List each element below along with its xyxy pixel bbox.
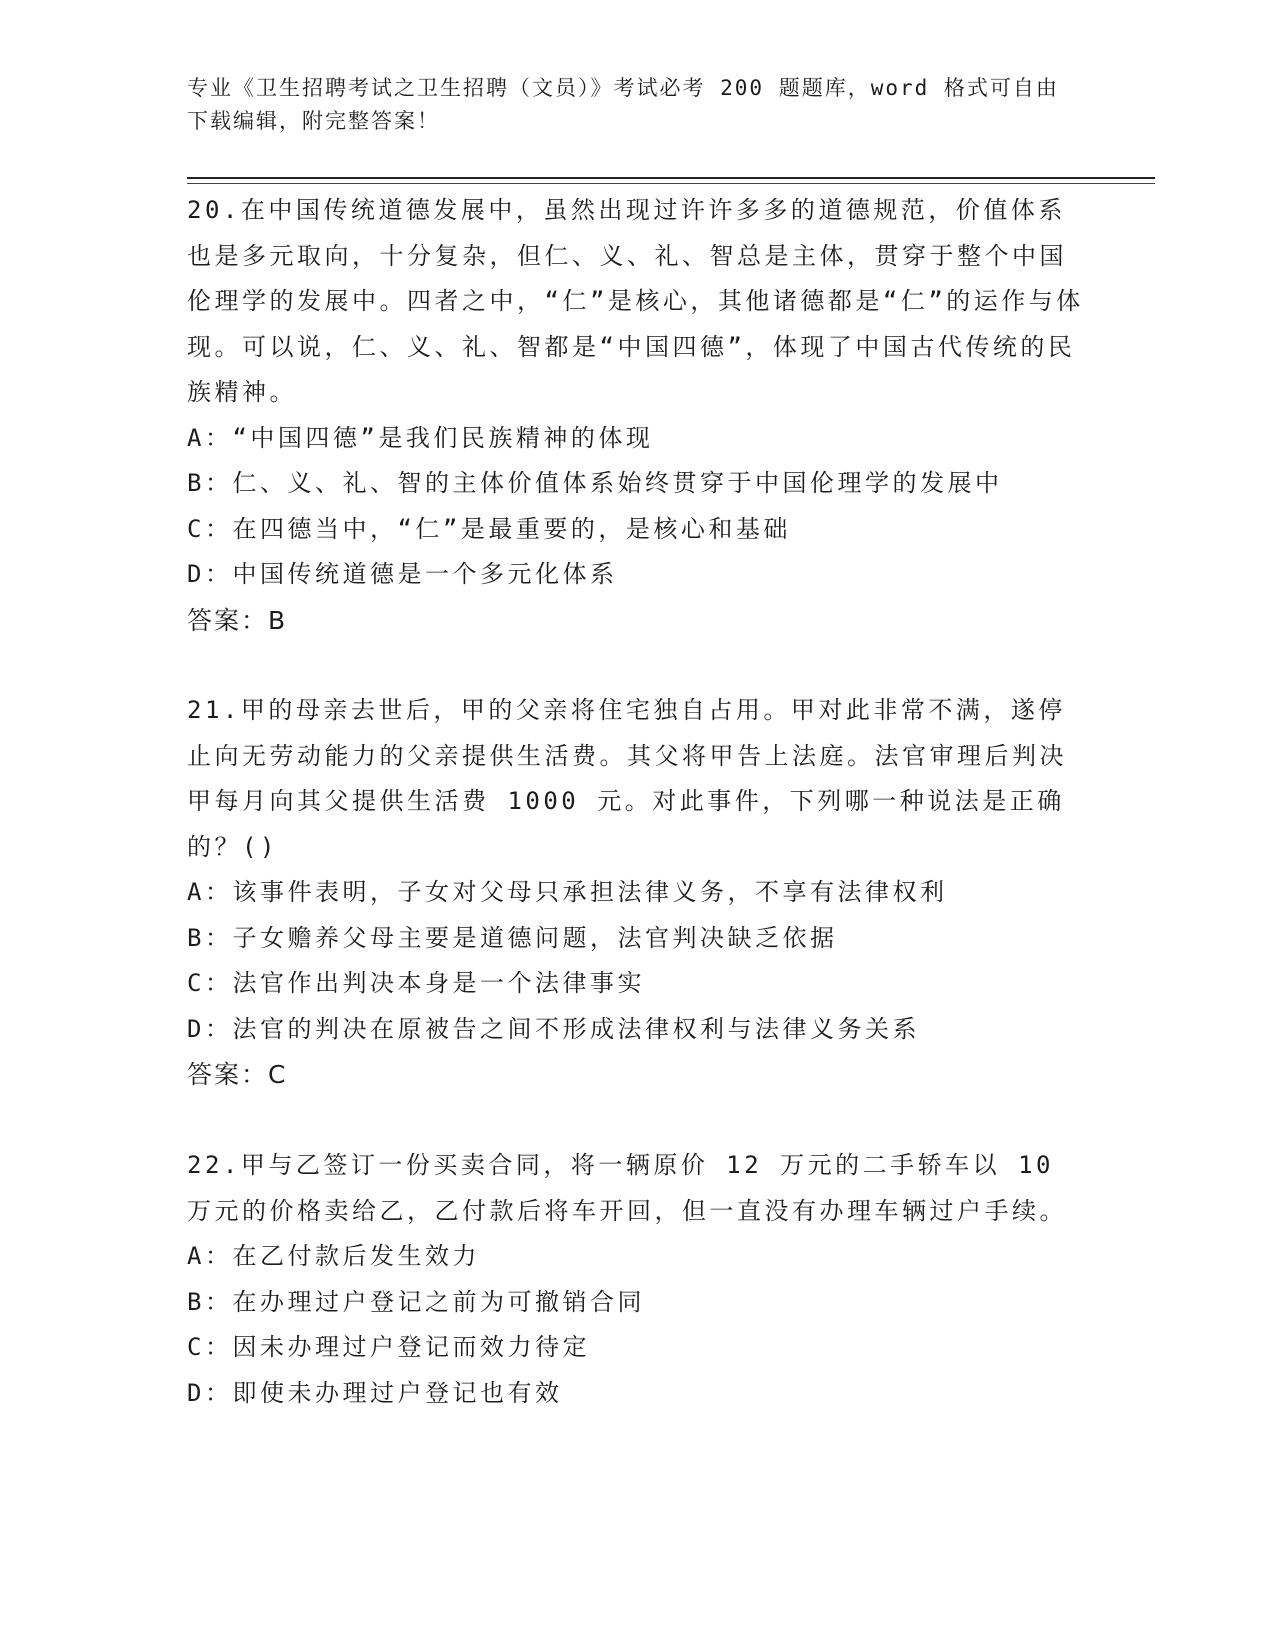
option-d: D：法官的判决在原被告之间不形成法律权利与法律义务关系 [187,1014,920,1043]
question-stem: 21.甲的母亲去世后，甲的父亲将住宅独自占用。甲对此非常不满，遂停止向无劳动能力的父亲提供生活费。其父将甲告上法庭。法官审理后判决甲每月向其父提供生活费 1000 元。对此事件，下列哪一种说法是正确的？() [187,696,1067,861]
option-d: D：即使未办理过户登记也有效 [187,1378,563,1407]
header-divider [187,177,1155,179]
answer-label: 答案：C [187,1060,288,1089]
question-stem: 20.在中国传统道德发展中，虽然出现过许许多多的道德规范，价值体系也是多元取向，十分复杂，但仁、义、礼、智总是主体，贯穿于整个中国伦理学的发展中。四者之中，“仁”是核心，其他诸德都是“仁”的运作与体现。可以说，仁、义、礼、智都是“中国四德”，体现了中国古代传统的民族精神。 [187,196,1084,406]
option-b: B：在办理过户登记之前为可撤销合同 [187,1287,645,1316]
option-c: C：在四德当中，“仁”是最重要的，是核心和基础 [187,514,791,543]
document-header: 专业《卫生招聘考试之卫生招聘（文员）》考试必考 200 题题库，word 格式可自由下载编辑，附完整答案！ [187,76,1059,133]
option-b: B：仁、义、礼、智的主体价值体系始终贯穿于中国伦理学的发展中 [187,469,1003,497]
option-b: B：子女赡养父母主要是道德问题，法官判决缺乏依据 [187,923,838,952]
option-c: C：法官作出判决本身是一个法律事实 [187,969,645,997]
option-a: A：该事件表明，子女对父母只承担法律义务，不享有法律权利 [187,878,948,906]
question-20 [187,188,1087,643]
question-22 [187,1143,1087,1416]
option-a: A：在乙付款后发生效力 [187,1242,480,1270]
option-a: A：“中国四德”是我们民族精神的体现 [187,423,654,452]
header-divider-thin [187,183,1155,184]
question-stem: 22.甲与乙签订一份买卖合同，将一辆原价 12 万元的二手轿车以 10 万元的价格卖给乙，乙付款后将车开回，但一直没有办理车辆过户手续。 [187,1151,1067,1225]
option-d: D：中国传统道德是一个多元化体系 [187,560,618,588]
answer-label: 答案：B [187,605,288,635]
option-c: C：因未办理过户登记而效力待定 [187,1333,590,1361]
question-21 [187,688,1087,1098]
